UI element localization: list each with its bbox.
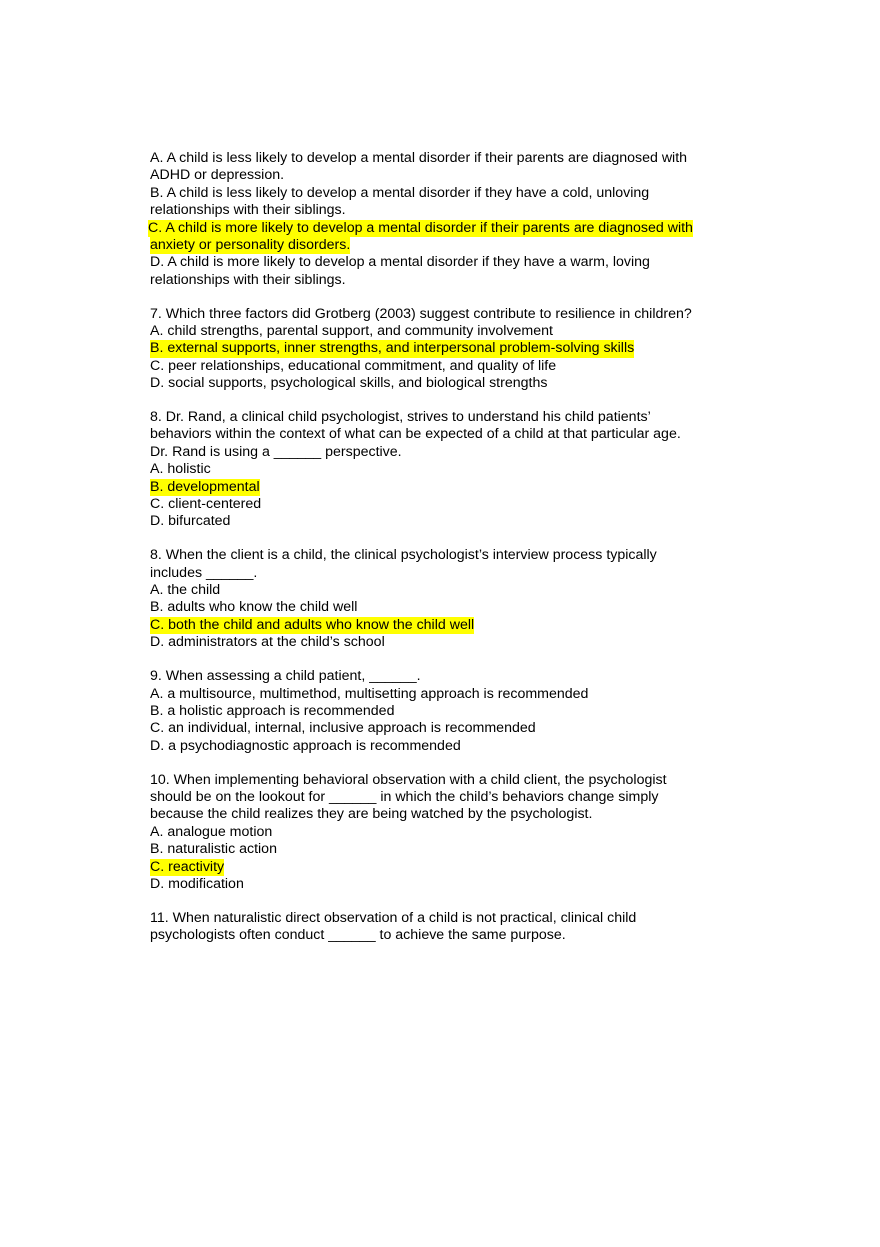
line-text: 9. When assessing a child patient, ______. (150, 668, 421, 685)
line-text: because the child realizes they are being watched by the psychologist. (150, 806, 593, 823)
line-text: C. an individual, internal, inclusive approach is recommended (150, 720, 536, 737)
text-line (150, 375, 750, 392)
highlighted-answer-line (150, 617, 750, 634)
line-text: D. social supports, psychological skills, and biological strengths (150, 375, 548, 392)
text-line (150, 167, 750, 184)
line-text: B. A child is less likely to develop a mental disorder if they have a cold, unloving (150, 184, 650, 201)
text-line (150, 409, 750, 426)
line-text: C. peer relationships, educational commitment, and quality of life (150, 357, 557, 374)
q7-block (150, 306, 750, 393)
text-line (150, 358, 750, 375)
document-page (150, 150, 750, 945)
text-line (150, 599, 750, 616)
line-text: C. reactivity (150, 858, 225, 875)
line-text: ADHD or depression. (150, 167, 285, 184)
text-line (150, 496, 750, 513)
line-text: C. both the child and adults who know the child well (150, 616, 475, 633)
line-text: C. client-centered (150, 496, 262, 513)
line-text: 11. When naturalistic direct observation of a child is not practical, clinical child (150, 909, 637, 926)
highlighted-answer-line (150, 479, 750, 496)
q9-block (150, 668, 750, 755)
line-text: 10. When implementing behavioral observation with a child client, the psychologist (150, 771, 667, 788)
line-text: A. holistic (150, 461, 211, 478)
paragraph-gap (150, 652, 750, 669)
line-text: behaviors within the context of what can be expected of a child at that particular age. (150, 426, 681, 443)
line-text: D. administrators at the child’s school (150, 634, 385, 651)
text-line (150, 806, 750, 823)
text-line (150, 444, 750, 461)
line-text: Dr. Rand is using a ______ perspective. (150, 443, 402, 460)
text-line (150, 426, 750, 443)
text-line (150, 927, 750, 944)
text-line (150, 686, 750, 703)
text-line (150, 876, 750, 893)
text-line (150, 547, 750, 564)
line-text: A. A child is less likely to develop a mental disorder if their parents are diagnosed with (150, 150, 688, 166)
paragraph-gap (150, 893, 750, 910)
line-text: B. adults who know the child well (150, 599, 358, 616)
text-line (150, 254, 750, 271)
paragraph-gap (150, 393, 750, 410)
text-line (150, 668, 750, 685)
line-text: anxiety or personality disorders. (150, 236, 351, 253)
text-line (150, 513, 750, 530)
text-line (150, 565, 750, 582)
line-text: B. naturalistic action (150, 841, 277, 858)
text-line (150, 738, 750, 755)
paragraph-gap (150, 289, 750, 306)
line-text: A. child strengths, parental support, and community involvement (150, 323, 553, 340)
q8b-block (150, 547, 750, 651)
line-text: D. A child is more likely to develop a mental disorder if they have a warm, loving (150, 254, 650, 271)
text-line (150, 720, 750, 737)
text-line (150, 703, 750, 720)
line-text: B. external supports, inner strengths, and interpersonal problem-solving skills (150, 340, 635, 357)
line-text: 8. When the client is a child, the clinical psychologist’s interview process typically (150, 547, 657, 564)
q11-block (150, 910, 750, 945)
line-text: D. modification (150, 875, 244, 892)
line-text: A. analogue motion (150, 823, 273, 840)
text-line (150, 185, 750, 202)
text-line (150, 789, 750, 806)
text-line (150, 202, 750, 219)
line-text: D. bifurcated (150, 513, 231, 530)
line-text: A. the child (150, 582, 221, 599)
text-line (150, 634, 750, 651)
text-line (150, 824, 750, 841)
line-text: includes ______. (150, 564, 258, 581)
highlighted-answer-line (150, 220, 750, 237)
line-text: C. A child is more likely to develop a mental disorder if their parents are diagnosed with (148, 219, 693, 236)
text-line (150, 150, 750, 167)
highlighted-answer-line (150, 859, 750, 876)
highlighted-answer-line (150, 237, 750, 254)
line-text: 7. Which three factors did Grotberg (2003) suggest contribute to resilience in children? (150, 305, 692, 322)
q8a-block (150, 409, 750, 531)
paragraph-gap (150, 755, 750, 772)
text-line (150, 582, 750, 599)
highlighted-answer-line (150, 340, 750, 357)
text-line (150, 323, 750, 340)
line-text: relationships with their siblings. (150, 271, 346, 288)
line-text: relationships with their siblings. (150, 202, 346, 219)
text-line (150, 272, 750, 289)
paragraph-gap (150, 531, 750, 548)
line-text: A. a multisource, multimethod, multisetting approach is recommended (150, 685, 589, 702)
text-line (150, 910, 750, 927)
line-text: psychologists often conduct ______ to achieve the same purpose. (150, 927, 566, 944)
text-line (150, 841, 750, 858)
q6-options-block (150, 150, 750, 289)
line-text: should be on the lookout for ______ in which the child’s behaviors change simply (150, 789, 659, 805)
text-line (150, 461, 750, 478)
line-text: B. a holistic approach is recommended (150, 702, 395, 719)
text-line (150, 306, 750, 323)
text-line (150, 772, 750, 789)
q10-block (150, 772, 750, 894)
line-text: B. developmental (150, 478, 260, 495)
line-text: 8. Dr. Rand, a clinical child psychologist, strives to understand his child patients’ (150, 409, 651, 426)
line-text: D. a psychodiagnostic approach is recommended (150, 737, 461, 754)
